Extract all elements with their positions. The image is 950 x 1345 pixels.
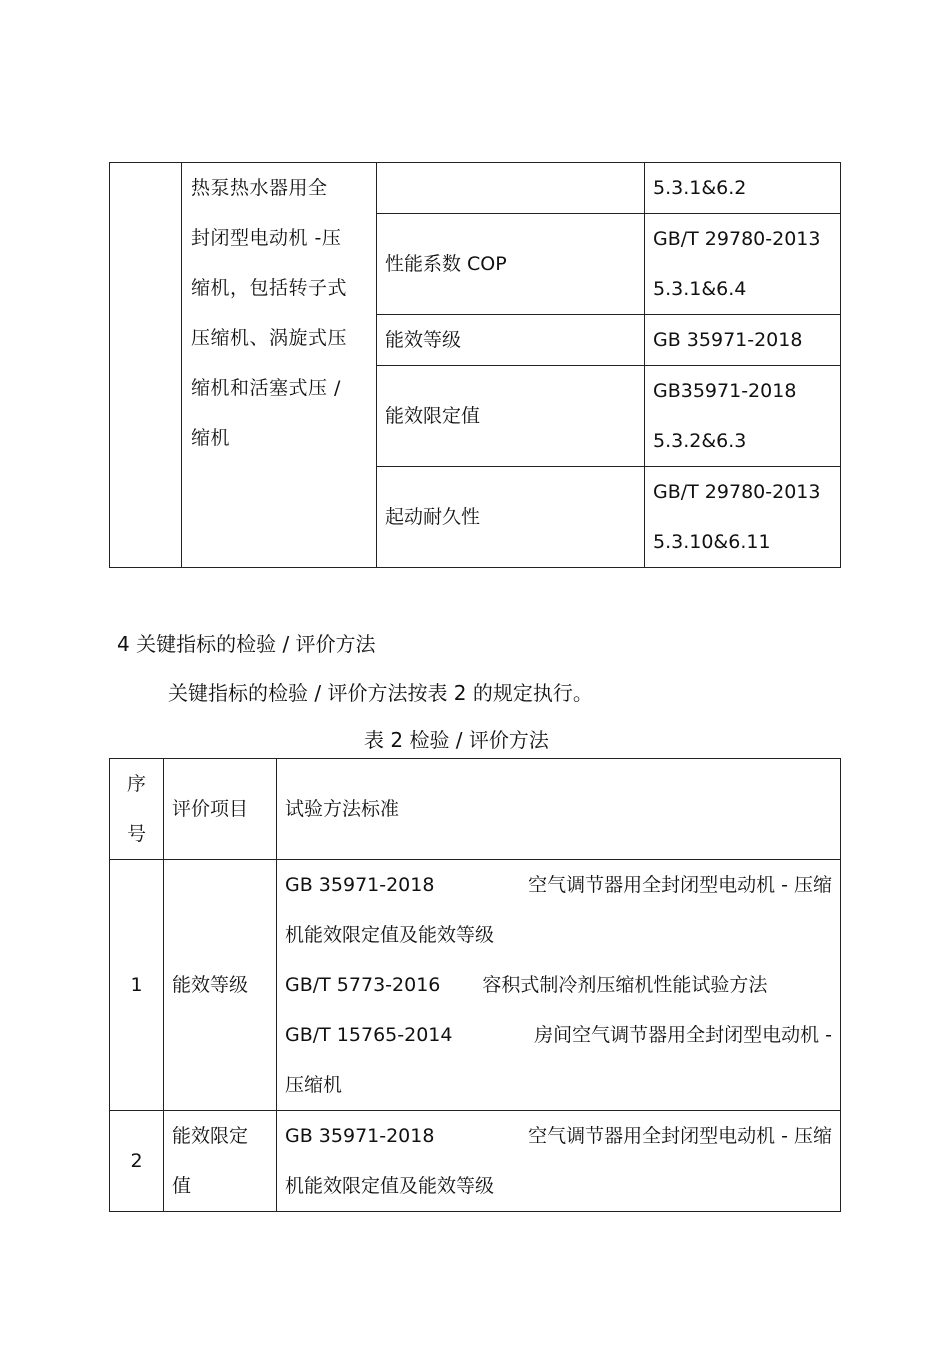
- method-line: [285, 860, 832, 910]
- row-no: 2: [110, 1111, 164, 1212]
- header-method: 试验方法标准: [277, 759, 841, 860]
- method-line: [285, 1010, 832, 1060]
- method-text: 容积式制冷剂压缩机性能试验方法: [482, 974, 768, 996]
- item-cell: 起动耐久性: [377, 467, 645, 568]
- category-line: 缩机和活塞式压 /: [191, 377, 341, 399]
- standard-line: GB/T 29780-2013: [653, 481, 821, 503]
- method-text: 空气调节器用全封闭型电动机 - 压缩: [528, 874, 832, 896]
- method-line: [285, 960, 832, 1010]
- row-item: [164, 860, 277, 1111]
- method-text: 空气调节器用全封闭型电动机 - 压缩: [528, 1125, 832, 1147]
- item-cell: 性能系数 COP: [377, 214, 645, 315]
- header-no-line: 序: [126, 773, 146, 795]
- table-row: [110, 163, 841, 214]
- item-cell: 能效限定值: [377, 366, 645, 467]
- row-item-line: 能效等级: [172, 974, 249, 996]
- row-item-line: 值: [172, 1175, 192, 1197]
- standard-cell: [645, 366, 841, 467]
- standard-line: GB/T 29780-2013: [653, 228, 821, 250]
- method-line: [285, 1161, 832, 1211]
- section-heading: 4 关键指标的检验 / 评价方法: [117, 632, 376, 656]
- index-cell: [110, 163, 182, 568]
- row-no: 1: [110, 860, 164, 1111]
- standard-cell: [645, 214, 841, 315]
- standard-line: 5.3.1&6.4: [653, 278, 747, 300]
- table-row: [110, 1111, 841, 1212]
- header-no: [110, 759, 164, 860]
- method-text: 机能效限定值及能效等级: [285, 1175, 495, 1197]
- section-body: 关键指标的检验 / 评价方法按表 2 的规定执行。: [168, 681, 593, 705]
- standard-cell: [645, 163, 841, 214]
- table-row: [110, 860, 841, 1111]
- item-cell: 能效等级: [377, 315, 645, 366]
- row-method: [277, 1111, 841, 1212]
- header-item: 评价项目: [164, 759, 277, 860]
- category-line: 缩机，包括转子式: [191, 277, 348, 299]
- standard-line: GB 35971-2018: [653, 329, 803, 351]
- method-code: GB 35971-2018: [285, 874, 435, 896]
- row-item-line: 能效限定: [172, 1125, 249, 1147]
- item-cell: [377, 163, 645, 214]
- category-line: 压缩机、涡旋式压: [191, 327, 348, 349]
- category-line: 热泵热水器用全: [191, 177, 328, 199]
- category-line: 封闭型电动机 -压: [191, 227, 342, 249]
- category-cell: [182, 163, 377, 568]
- standard-cell: [645, 467, 841, 568]
- spec-table-continued: [109, 162, 841, 568]
- category-line: 缩机: [191, 427, 231, 449]
- method-code: GB/T 15765-2014: [285, 1024, 453, 1046]
- method-line: [285, 910, 832, 960]
- standard-line: 5.3.1&6.2: [653, 177, 747, 199]
- method-text: 压缩机: [285, 1074, 343, 1096]
- method-text: 机能效限定值及能效等级: [285, 924, 495, 946]
- method-table: [109, 758, 841, 1212]
- row-item: [164, 1111, 277, 1212]
- table-caption: 表 2 检验 / 评价方法: [364, 728, 549, 752]
- standard-cell: [645, 315, 841, 366]
- standard-line: 5.3.2&6.3: [653, 430, 747, 452]
- method-code: GB 35971-2018: [285, 1125, 435, 1147]
- header-no-line: 号: [126, 823, 146, 845]
- method-text: 房间空气调节器用全封闭型电动机 -: [534, 1024, 832, 1046]
- method-line: [285, 1111, 832, 1161]
- table-header-row: [110, 759, 841, 860]
- standard-line: GB35971-2018: [653, 380, 797, 402]
- row-method: [277, 860, 841, 1111]
- method-line: [285, 1060, 832, 1110]
- method-code: GB/T 5773-2016: [285, 974, 441, 996]
- standard-line: 5.3.10&6.11: [653, 531, 771, 553]
